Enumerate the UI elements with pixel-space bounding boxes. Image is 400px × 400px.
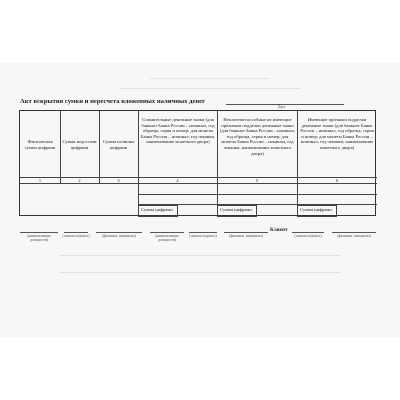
show-through-line — [120, 88, 300, 89]
column-number: 4 — [176, 177, 179, 183]
show-through-line — [60, 272, 340, 273]
signature-line[interactable] — [189, 232, 217, 233]
column-divider — [138, 111, 139, 217]
signature-line[interactable] — [20, 232, 58, 233]
signature-line[interactable] — [292, 232, 324, 233]
cash-count-table — [19, 110, 376, 216]
caption-name: (фамилия, инициалы) — [102, 234, 136, 238]
caption-name: (фамилия, инициалы) — [229, 234, 263, 238]
header-doubtful-notes: Сомнительные денежные знаки (для банкнот Банка России – номинал, год образца, серия и номер; для монеты Банка России – номинал, год чеканки, наименование монетного двора) — [140, 117, 216, 145]
caption-signature: (личная подпись) — [189, 234, 217, 238]
caption-position: (наименование должности) — [155, 234, 179, 243]
sum-box-label: Сумма цифрами — [300, 207, 332, 212]
column-divider — [297, 111, 298, 217]
column-number: 3 — [117, 177, 120, 183]
header-actual-sum: Фактическая сумма цифрами — [24, 139, 56, 150]
signature-line[interactable] — [96, 232, 142, 233]
signature-line[interactable] — [224, 232, 268, 233]
show-through-line — [150, 78, 270, 79]
sum-box-col4[interactable] — [138, 205, 178, 217]
sum-box-label: Сумма цифрами — [141, 207, 173, 212]
caption-name: (фамилия, инициалы) — [337, 234, 371, 238]
caption-position: (наименование должности) — [27, 234, 51, 243]
number-row-bottom — [20, 183, 377, 184]
header-shortage-sum: Сумма недостачи цифрами — [62, 139, 97, 150]
show-through-line — [60, 255, 340, 256]
column-number: 6 — [335, 177, 339, 183]
column-divider — [217, 111, 218, 217]
data-row-line — [138, 194, 377, 195]
client-label: Клиент — [270, 227, 288, 233]
sum-box-label: Сумма цифрами — [220, 207, 252, 212]
signature-line[interactable] — [332, 232, 376, 233]
date-caption: Дата — [278, 105, 286, 109]
sum-box-col5[interactable] — [217, 205, 257, 217]
column-number: 1 — [38, 177, 42, 183]
header-surplus-sum: Сумма излишка цифрами — [103, 139, 134, 150]
caption-signature: (личная подпись) — [294, 234, 322, 238]
sum-box-col6[interactable] — [297, 205, 337, 217]
caption-signature: (личная подпись) — [62, 234, 90, 238]
signature-line[interactable] — [64, 232, 88, 233]
column-number: 2 — [78, 177, 81, 183]
signature-line[interactable] — [150, 232, 184, 233]
header-counterfeit-notes: Имеющие признаки подделки денежные знаки (для банкнот Банка России – номинал, год образца, серия и номер; для монеты Банка России – номинал, год чеканки, наименование монетного двора) — [300, 117, 374, 150]
header-insolvent-notes: Неплатежеспособные не имеющие признаков подделки денежные знаки (для банкнот Банка России – номинал, год образца, серия и номер; для монеты Банка России – номинал, год чеканки, наименование монетного двора) — [219, 117, 296, 156]
column-number: 5 — [255, 177, 259, 183]
form-title: Акт вскрытия сумки и пересчета вложенных наличных денег — [20, 98, 206, 105]
